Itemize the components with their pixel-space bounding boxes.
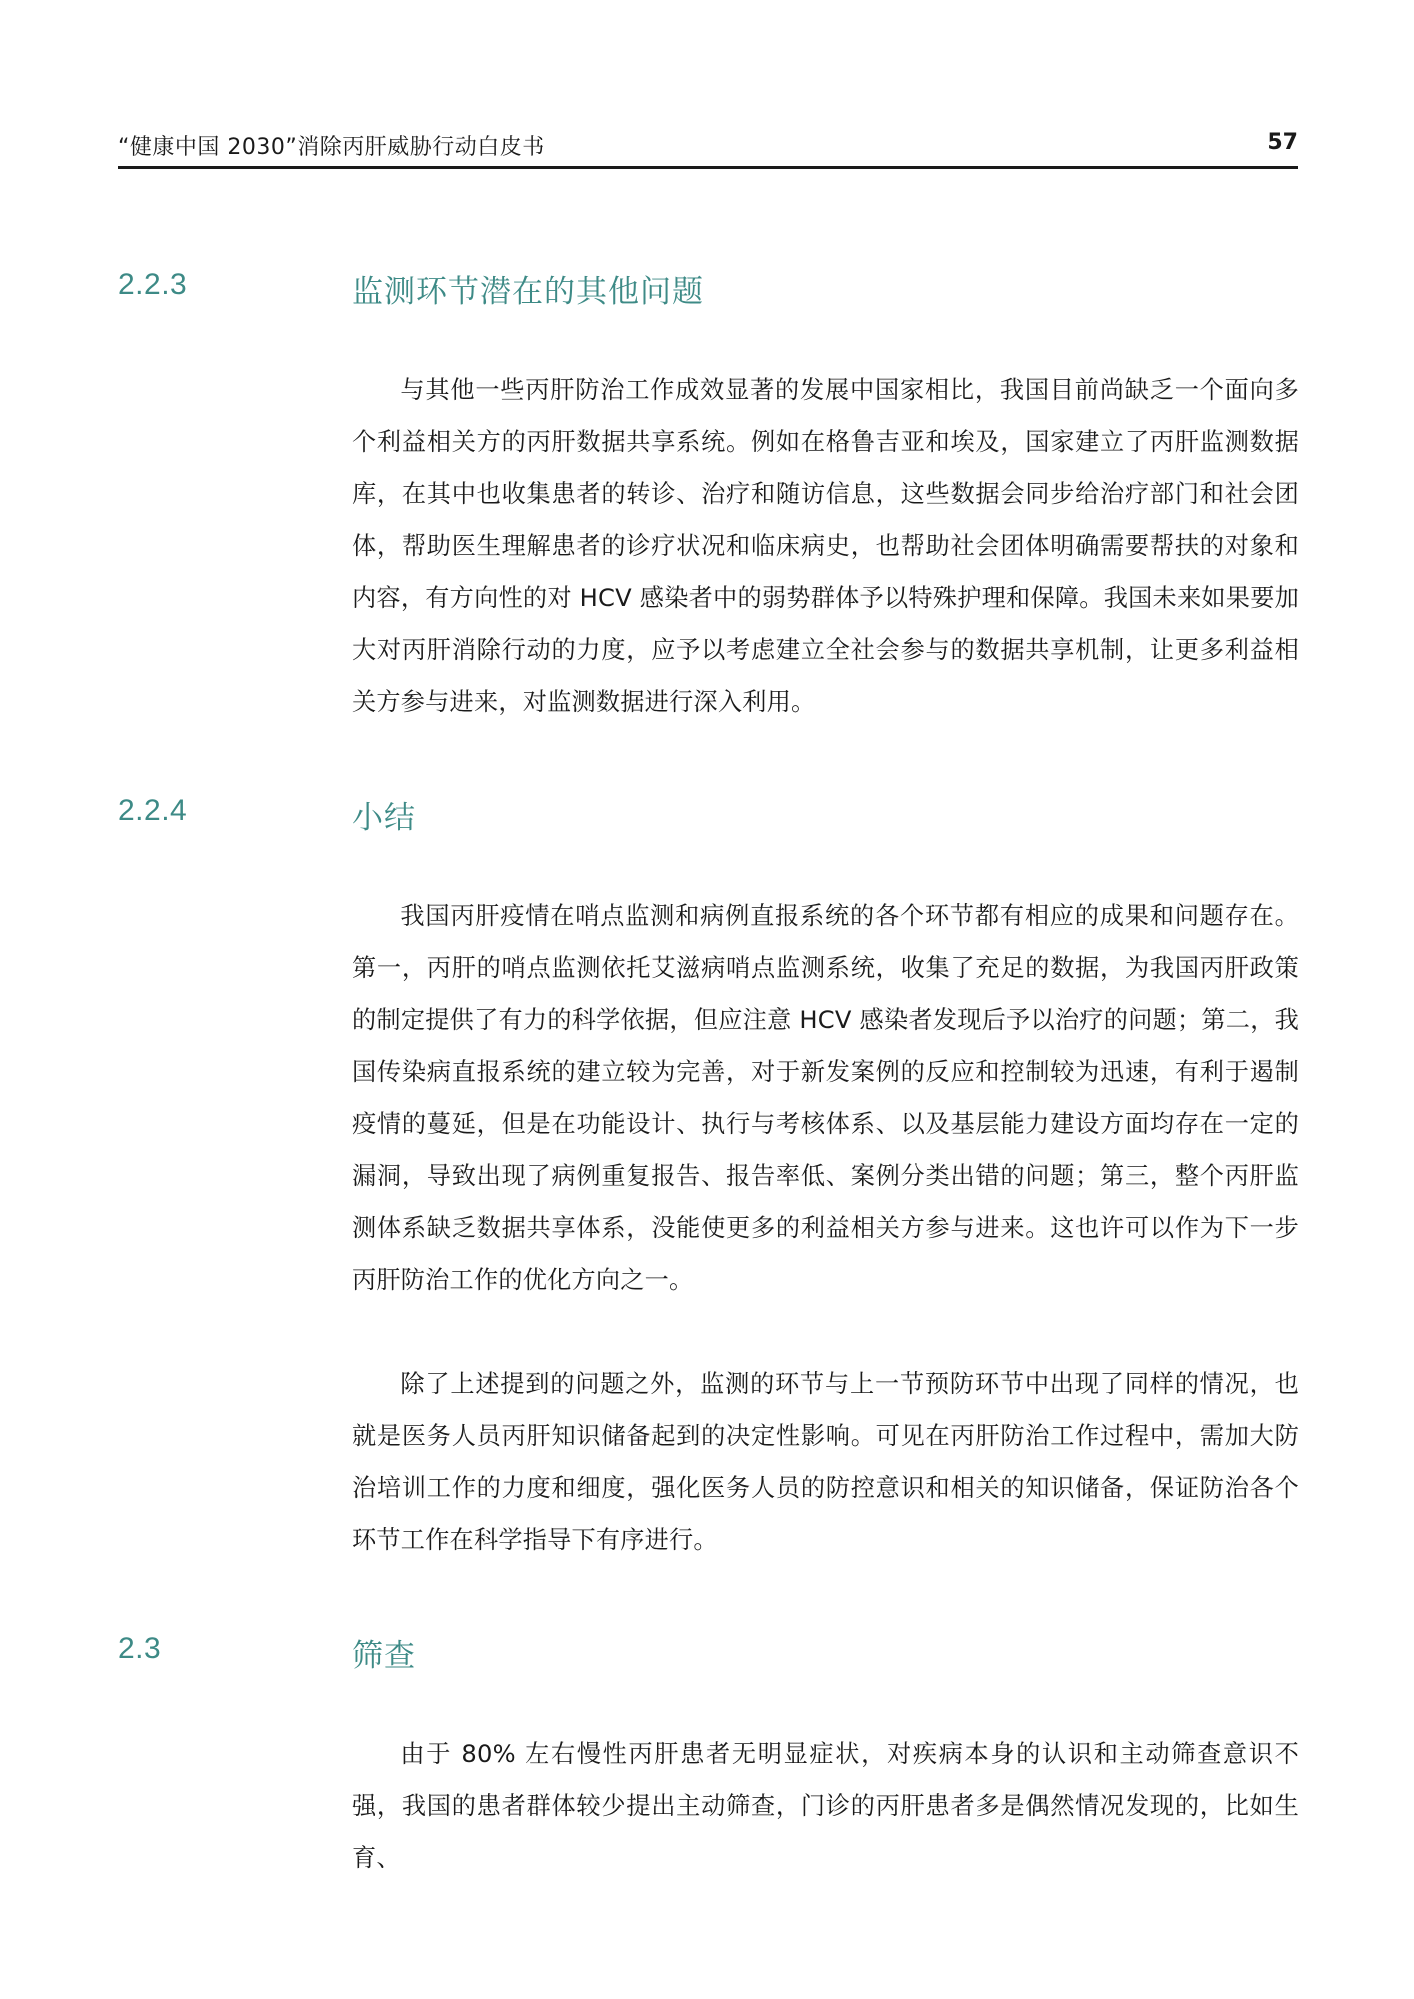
page-number: 57	[1267, 130, 1298, 155]
body-paragraph: 由于 80% 左右慢性丙肝患者无明显症状，对疾病本身的认识和主动筛查意识不强，我国的患者群体较少提出主动筛查，门诊的丙肝患者多是偶然情况发现的，比如生育、	[352, 1740, 1299, 1872]
section-title: 监测环节潜在的其他问题	[352, 274, 704, 310]
body-paragraph: 除了上述提到的问题之外，监测的环节与上一节预防环节中出现了同样的情况，也就是医务人员丙肝知识储备起到的决定性影响。可见在丙肝防治工作过程中，需加大防治培训工作的力度和细度，强化医务人员的防控意识和相关的知识储备，保证防治各个环节工作在科学指导下有序进行。	[352, 1370, 1299, 1554]
body-paragraph: 我国丙肝疫情在哨点监测和病例直报系统的各个环节都有相应的成果和问题存在。第一，丙肝的哨点监测依托艾滋病哨点监测系统，收集了充足的数据，为我国丙肝政策的制定提供了有力的科学依据，但应注意 HCV 感染者发现后予以治疗的问题；第二，我国传染病直报系统的建立较为完善，对于新发案例的反应和控制较为迅速，有利于遏制疫情的蔓延，但是在功能设计、执行与考核体系、以及基层能力建设方面均存在一定的漏洞，导致出现了病例重复报告、报告率低、案例分类出错的问题；第三，整个丙肝监测体系缺乏数据共享体系，没能使更多的利益相关方参与进来。这也许可以作为下一步丙肝防治工作的优化方向之一。	[352, 902, 1299, 1294]
section-number: 2.2.4	[118, 794, 188, 827]
page-header	[118, 128, 1298, 168]
section-number: 2.3	[118, 1632, 162, 1665]
header-divider	[118, 166, 1298, 169]
section-title: 小结	[352, 800, 416, 836]
document-title: “健康中国 2030”消除丙肝威胁行动白皮书	[118, 135, 545, 160]
section-number: 2.2.3	[118, 268, 188, 301]
section-title: 筛查	[352, 1638, 416, 1674]
body-paragraph: 与其他一些丙肝防治工作成效显著的发展中国家相比，我国目前尚缺乏一个面向多个利益相关方的丙肝数据共享系统。例如在格鲁吉亚和埃及，国家建立了丙肝监测数据库，在其中也收集患者的转诊、治疗和随访信息，这些数据会同步给治疗部门和社会团体，帮助医生理解患者的诊疗状况和临床病史，也帮助社会团体明确需要帮扶的对象和内容，有方向性的对 HCV 感染者中的弱势群体予以特殊护理和保障。我国未来如果要加大对丙肝消除行动的力度，应予以考虑建立全社会参与的数据共享机制，让更多利益相关方参与进来，对监测数据进行深入利用。	[352, 376, 1299, 716]
